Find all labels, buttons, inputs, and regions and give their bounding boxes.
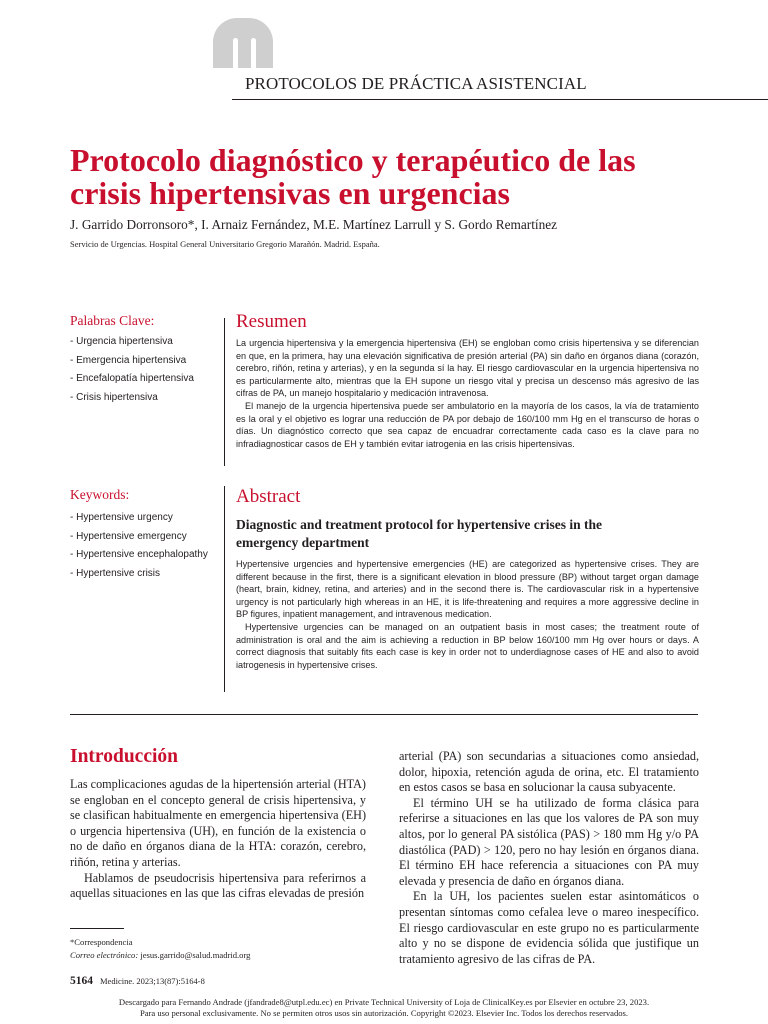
section-rule [70,714,698,715]
body-column-right [399,749,699,967]
email-address[interactable]: jesus.garrido@salud.madrid.org [138,949,251,960]
column-divider [224,486,225,692]
affiliation: Servicio de Urgencias. Hospital General Universitario Gregorio Marañón. Madrid. España. [70,239,380,249]
journal-logo [213,18,273,68]
english-title: Diagnostic and treatment protocol for hypertensive crises in the emergency department [236,517,602,550]
download-notice [0,997,768,1018]
list-item: - Hypertensive emergency [70,530,187,542]
header-rule [232,99,768,100]
citation: Medicine. 2023;13(87):5164-8 [100,976,205,986]
paragraph: arterial (PA) son secundarias a situaciones como ansiedad, dolor, hipoxia, retención aguda de orina, etc. El tratamiento en estos casos se basa en solucionar la causa subyacente. [399,749,699,795]
list-item: - Emergencia hipertensiva [70,354,187,366]
section-header: PROTOCOLOS DE PRÁCTICA ASISTENCIAL [245,74,587,93]
email-line [70,949,250,962]
body-column-left [70,777,366,902]
paragraph: El término UH se ha utilizado de forma clásica para referirse a situaciones en las que los valores de PA son muy altos, por lo general PA sistólica (PAS) > 180 mm Hg y/o PA diastólica (PAD) > 120, pero no hay lesión en órganos diana. El término EH hace referencia a situaciones con PA muy elevada y presencia de daño en órganos diana. [399,795,699,888]
article-title: Protocolo diagnóstico y terapéutico de las crisis hipertensivas en urgencias [70,142,636,211]
copyright-line: Para uso personal exclusivamente. No se permiten otros usos sin autorización. Copyright ©2023. Elsevier Inc. Todos los derechos reservados. [139,1007,629,1018]
folio [70,975,205,987]
list-item: - Hypertensive urgency [70,512,173,523]
list-item: - Encefalopatía hipertensiva [70,373,194,384]
email-label: Correo electrónico: [70,949,139,960]
list-item: - Hypertensive encephalopathy [70,549,208,560]
footnote-rule [70,928,124,929]
abstract-heading: Abstract [236,486,301,507]
resumen-heading: Resumen [236,311,307,332]
resumen-text [236,337,699,450]
list-item: - Hypertensive crisis [70,567,161,579]
abstract-text [236,558,699,671]
download-line: Descargado para Fernando Andrade (jfandrade8@utpl.edu.ec) en Private Technical University of Loja de ClinicalKey.es por Elsevier en octubre 23, 2023. [118,997,650,1007]
palabras-clave-list [70,333,194,407]
paragraph: Las complicaciones agudas de la hipertensión arterial (HTA) se engloban en el concepto general de crisis hipertensiva, y se clasifican habitualmente en emergencia hipertensiva (EH) o urgencia hipertensiva (UH), en función de la existencia o no de daño en órganos diana de la HTA: corazón, cerebro, riñón, retina y arterias. [70,777,366,869]
column-divider [224,318,225,466]
palabras-clave-title: Palabras Clave: [70,313,155,328]
paragraph: Hypertensive urgencies can be managed on an outpatient basis in most cases; the treatment route of administration is oral and the aim is achieving a reduction in BP below 160/100 mm Hg over hours or days. A correct diagnosis that suitably fits each case is key in order not to underdiagnose cases of HE and also to avoid iatrogenesis in hypertensive crises. [236,621,699,670]
keywords-title: Keywords: [70,487,130,502]
list-item: - Urgencia hipertensiva [70,336,173,347]
author-list: J. Garrido Dorronsoro*, I. Arnaiz Fernández, M.E. Martínez Larrull y S. Gordo Remartínez [70,217,558,232]
paragraph: El manejo de la urgencia hipertensiva puede ser ambulatorio en la mayoría de los casos, la vía de tratamiento es la oral y el objetivo es lograr una reducción de PA por debajo de 160/100 mm Hg en el transcurso de horas o días. Un diagnóstico correcto que sea capaz de encuadrar correctamente cada caso es la clave para no infradiagnosticar casos de EH y también evitar iatrogenia en las crisis hipertensivas. [236,400,699,449]
intro-heading: Introducción [70,746,178,767]
paragraph: Hablamos de pseudocrisis hipertensiva para referirnos a aquellas situaciones en las que las cifras elevadas de presión [70,870,366,901]
list-item: - Crisis hipertensiva [70,391,158,403]
page-number: 5164 [70,975,93,987]
keywords-list [70,509,208,583]
paragraph: La urgencia hipertensiva y la emergencia hipertensiva (EH) se engloban como crisis hipertensiva y se diferencian en que, en la primera, hay una elevación significativa de presión arterial (PA) sin daño en órganos diana (corazón, cerebro, riñón, retina y arterias), y en la segunda sí la hay. El riesgo cardiovascular en la urgencia hipertensiva no es particularmente alto, mientras que la EH supone un riesgo vital y precisa un descenso más agresivo de las cifras de PA, un manejo hospitalario y medicación intravenosa. [236,338,699,399]
paragraph: En la UH, los pacientes suelen estar asintomáticos o presentan síntomas como cefalea leve o mareo inespecífico. El riesgo cardiovascular en este grupo no es particularmente alto y no se dispone de evidencia sólida que justifique un tratamiento agresivo de las cifras de PA. [399,889,699,966]
paragraph: Hypertensive urgencies and hypertensive emergencies (HE) are categorized as hypertensive crises. They are different because in the first, there is a significant elevation in blood pressure (BP) without target organ damage (heart, brain, kidney, retina, and arteries) and in the second there is. The cardiovascular risk in a hypertensive urgency is not particularly high whereas in an HE, it is life-threatening and requires a more aggressive decline in BP figures, inpatient management, and intravenous medication. [236,559,699,620]
correspondence-label: *Correspondencia [70,937,133,947]
footnote [70,936,250,961]
